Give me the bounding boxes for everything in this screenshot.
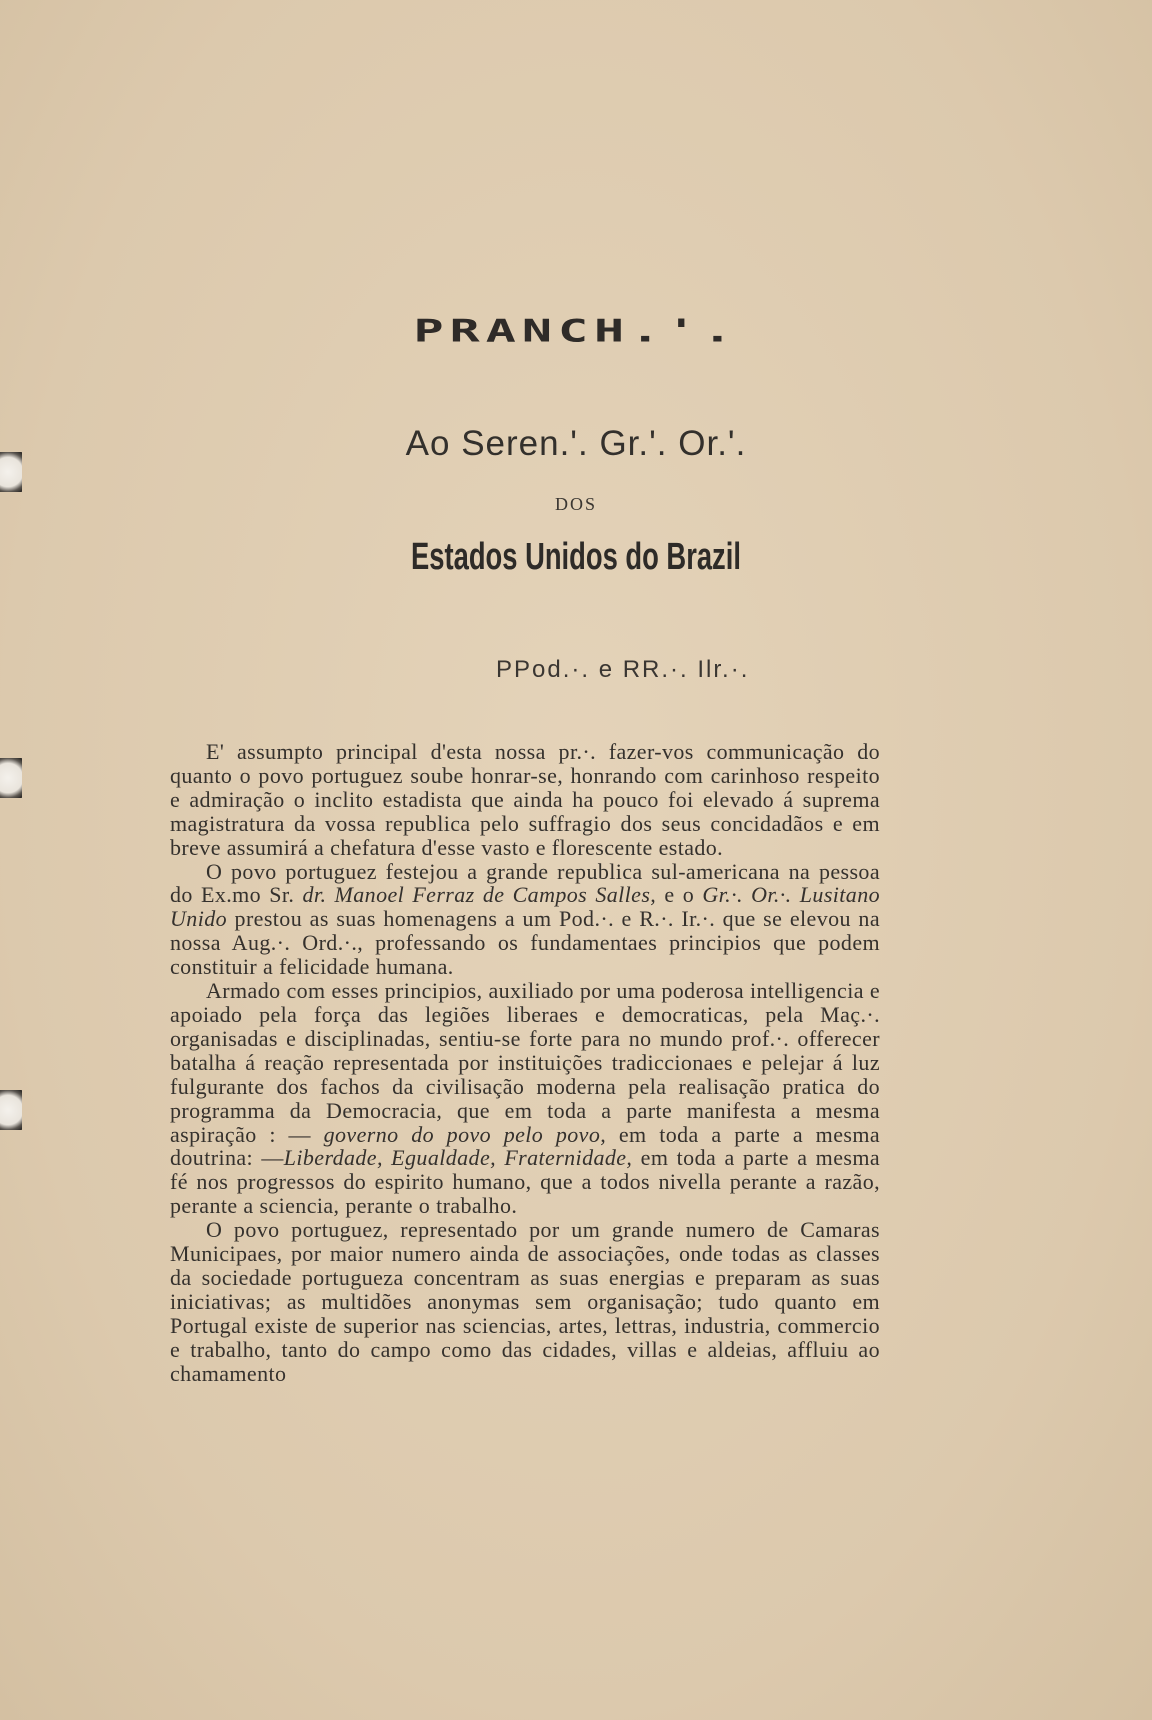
address-line: PPod.·. e RR.·. Ilr.·. xyxy=(496,656,750,683)
salutation-heading: Ao Seren.'. Gr.'. Or.'. xyxy=(405,424,747,463)
paragraph-3 xyxy=(170,979,880,1218)
binding-hole-bottom xyxy=(0,1090,22,1130)
president-name: dr. Manoel Ferraz de Campos Salles, xyxy=(302,882,657,908)
paragraph-2-part-a: O povo portuguez festejou a grande republica sul-americana na pessoa do Ex.mo Sr. xyxy=(170,858,880,908)
paragraph-3-part-b: em toda a parte a mesma doutrina: — xyxy=(170,1121,881,1171)
dos-label: DOS xyxy=(554,494,597,514)
ideals-motto: Liberdade, Egualdade, Fraternidade, xyxy=(283,1145,633,1171)
paragraph-4: O povo portuguez, representado por um grande numero de Camaras Municipaes, por maior numero ainda de associações, onde todas as classes da sociedade portugueza concentram as suas energias e preparam as suas iniciativas; as multidões anonymas sem organisação; tudo quanto em Portugal existe de superior nas sciencias, artes, lettras, industria, commercio e trabalho, tanto do campo como das cidades, villas e aldeias, affluiu ao chamamento xyxy=(170,1217,880,1386)
paragraph-2-part-b: e o xyxy=(656,882,703,908)
democracy-motto: governo do povo pelo povo, xyxy=(323,1121,607,1147)
paragraph-3-part-a: Armado com esses principios, auxiliado por uma poderosa intelligencia e apoiado pela força das legiões liberaes e democraticas, pela Maç.·. organisadas e disciplinadas, sentiu-se forte para no mundo prof.·. offerecer batalha á reação representada por instituições tradiccionaes e pelejar á luz fulgurante dos fachos da civilisação moderna pela realisação pratica do programma da Democracia, que em toda a parte manifesta a mesma aspiração : — xyxy=(170,978,880,1147)
paragraph-2 xyxy=(170,860,880,980)
binding-hole-middle xyxy=(0,758,22,798)
page-header-title: PRANCH.'. xyxy=(413,313,739,349)
paragraph-3-part-c: em toda a parte a mesma fé nos progressos do espirito humano, que a todos nivella perante a razão, perante a sciencia, perante o trabalho. xyxy=(170,1145,880,1219)
paragraph-1: E' assumpto principal d'esta nossa pr.·. fazer-vos communicação do quanto o povo portuguez soube honrar-se, honrando com carinhoso respeito e admiração o inclito estadista que ainda ha pouco foi elevado á suprema magistratura da vossa republica pelo suffragio dos seus concidadãos e em breve assumirá a chefatura d'esse vasto e florescente estado. xyxy=(170,739,880,860)
organization-name: Estados Unidos do Brazil xyxy=(411,536,741,578)
paragraph-2-part-c: prestou as suas homenagens a um Pod.·. e R.·. Ir.·. que se elevou na nossa Aug.·. Ord.·., professando os fundamentaes principios que podem constituir a felicidade humana. xyxy=(170,906,880,980)
lodge-name: Gr.·. Or.·. Lusitano Unido xyxy=(170,882,881,932)
letter-body xyxy=(170,740,880,1385)
